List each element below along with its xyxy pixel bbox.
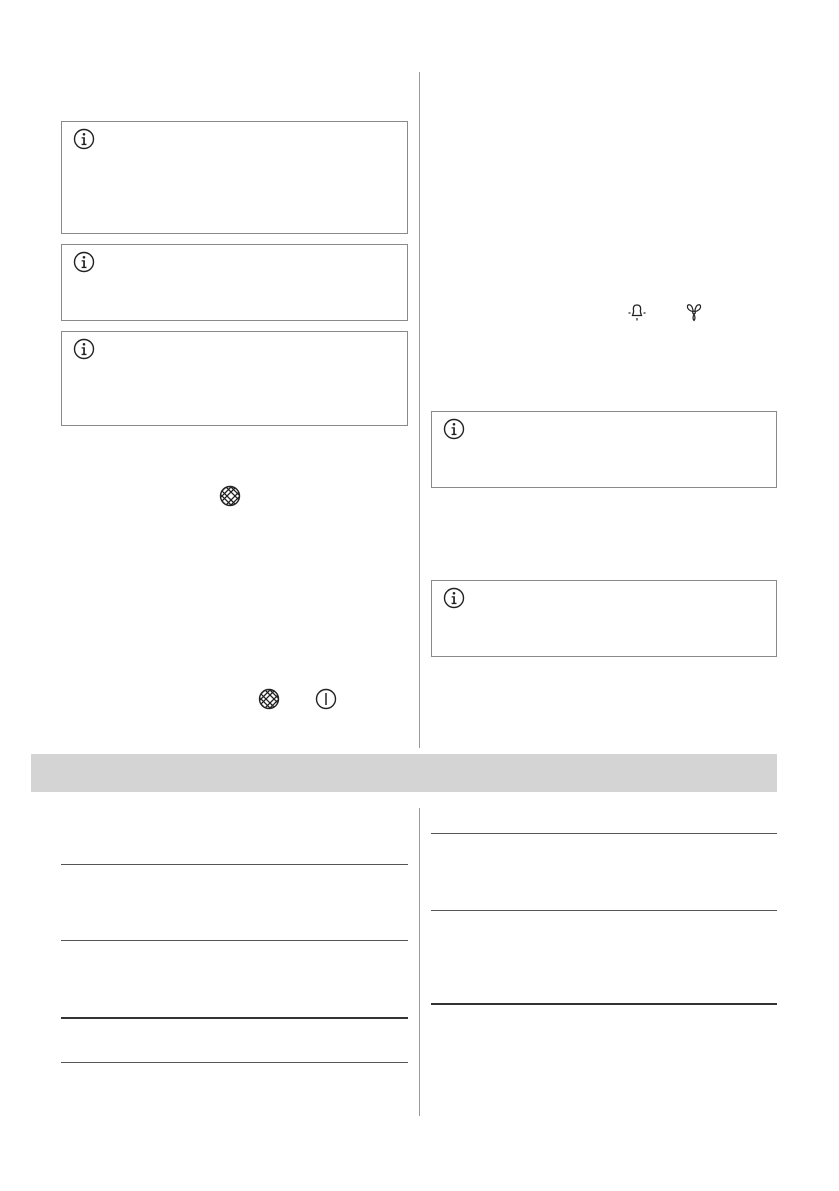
- info-circle-icon: [73, 338, 95, 360]
- info-note-box: [61, 244, 408, 321]
- table-rule: [61, 1062, 408, 1063]
- info-note-box: [431, 411, 777, 488]
- table-rule: [431, 910, 777, 911]
- section-heading-band: [31, 754, 777, 792]
- info-circle-icon: [73, 128, 95, 150]
- top-column-divider: [419, 72, 420, 748]
- power-icon: [315, 688, 337, 710]
- info-circle-icon: [443, 418, 465, 440]
- grid-filter-icon: [258, 688, 280, 710]
- table-rule: [61, 940, 408, 941]
- info-note-box: [61, 331, 408, 426]
- grid-filter-icon: [219, 485, 241, 507]
- table-rule: [61, 864, 408, 865]
- table-rule: [431, 833, 777, 834]
- info-circle-icon: [443, 587, 465, 609]
- bottom-column-divider: [419, 808, 420, 1116]
- info-note-box: [61, 121, 408, 234]
- fan-icon: [683, 301, 705, 323]
- light-bulb-icon: [626, 301, 648, 323]
- info-note-box: [431, 580, 777, 657]
- info-circle-icon: [73, 251, 95, 273]
- table-rule: [431, 1003, 777, 1005]
- table-rule: [61, 1017, 408, 1019]
